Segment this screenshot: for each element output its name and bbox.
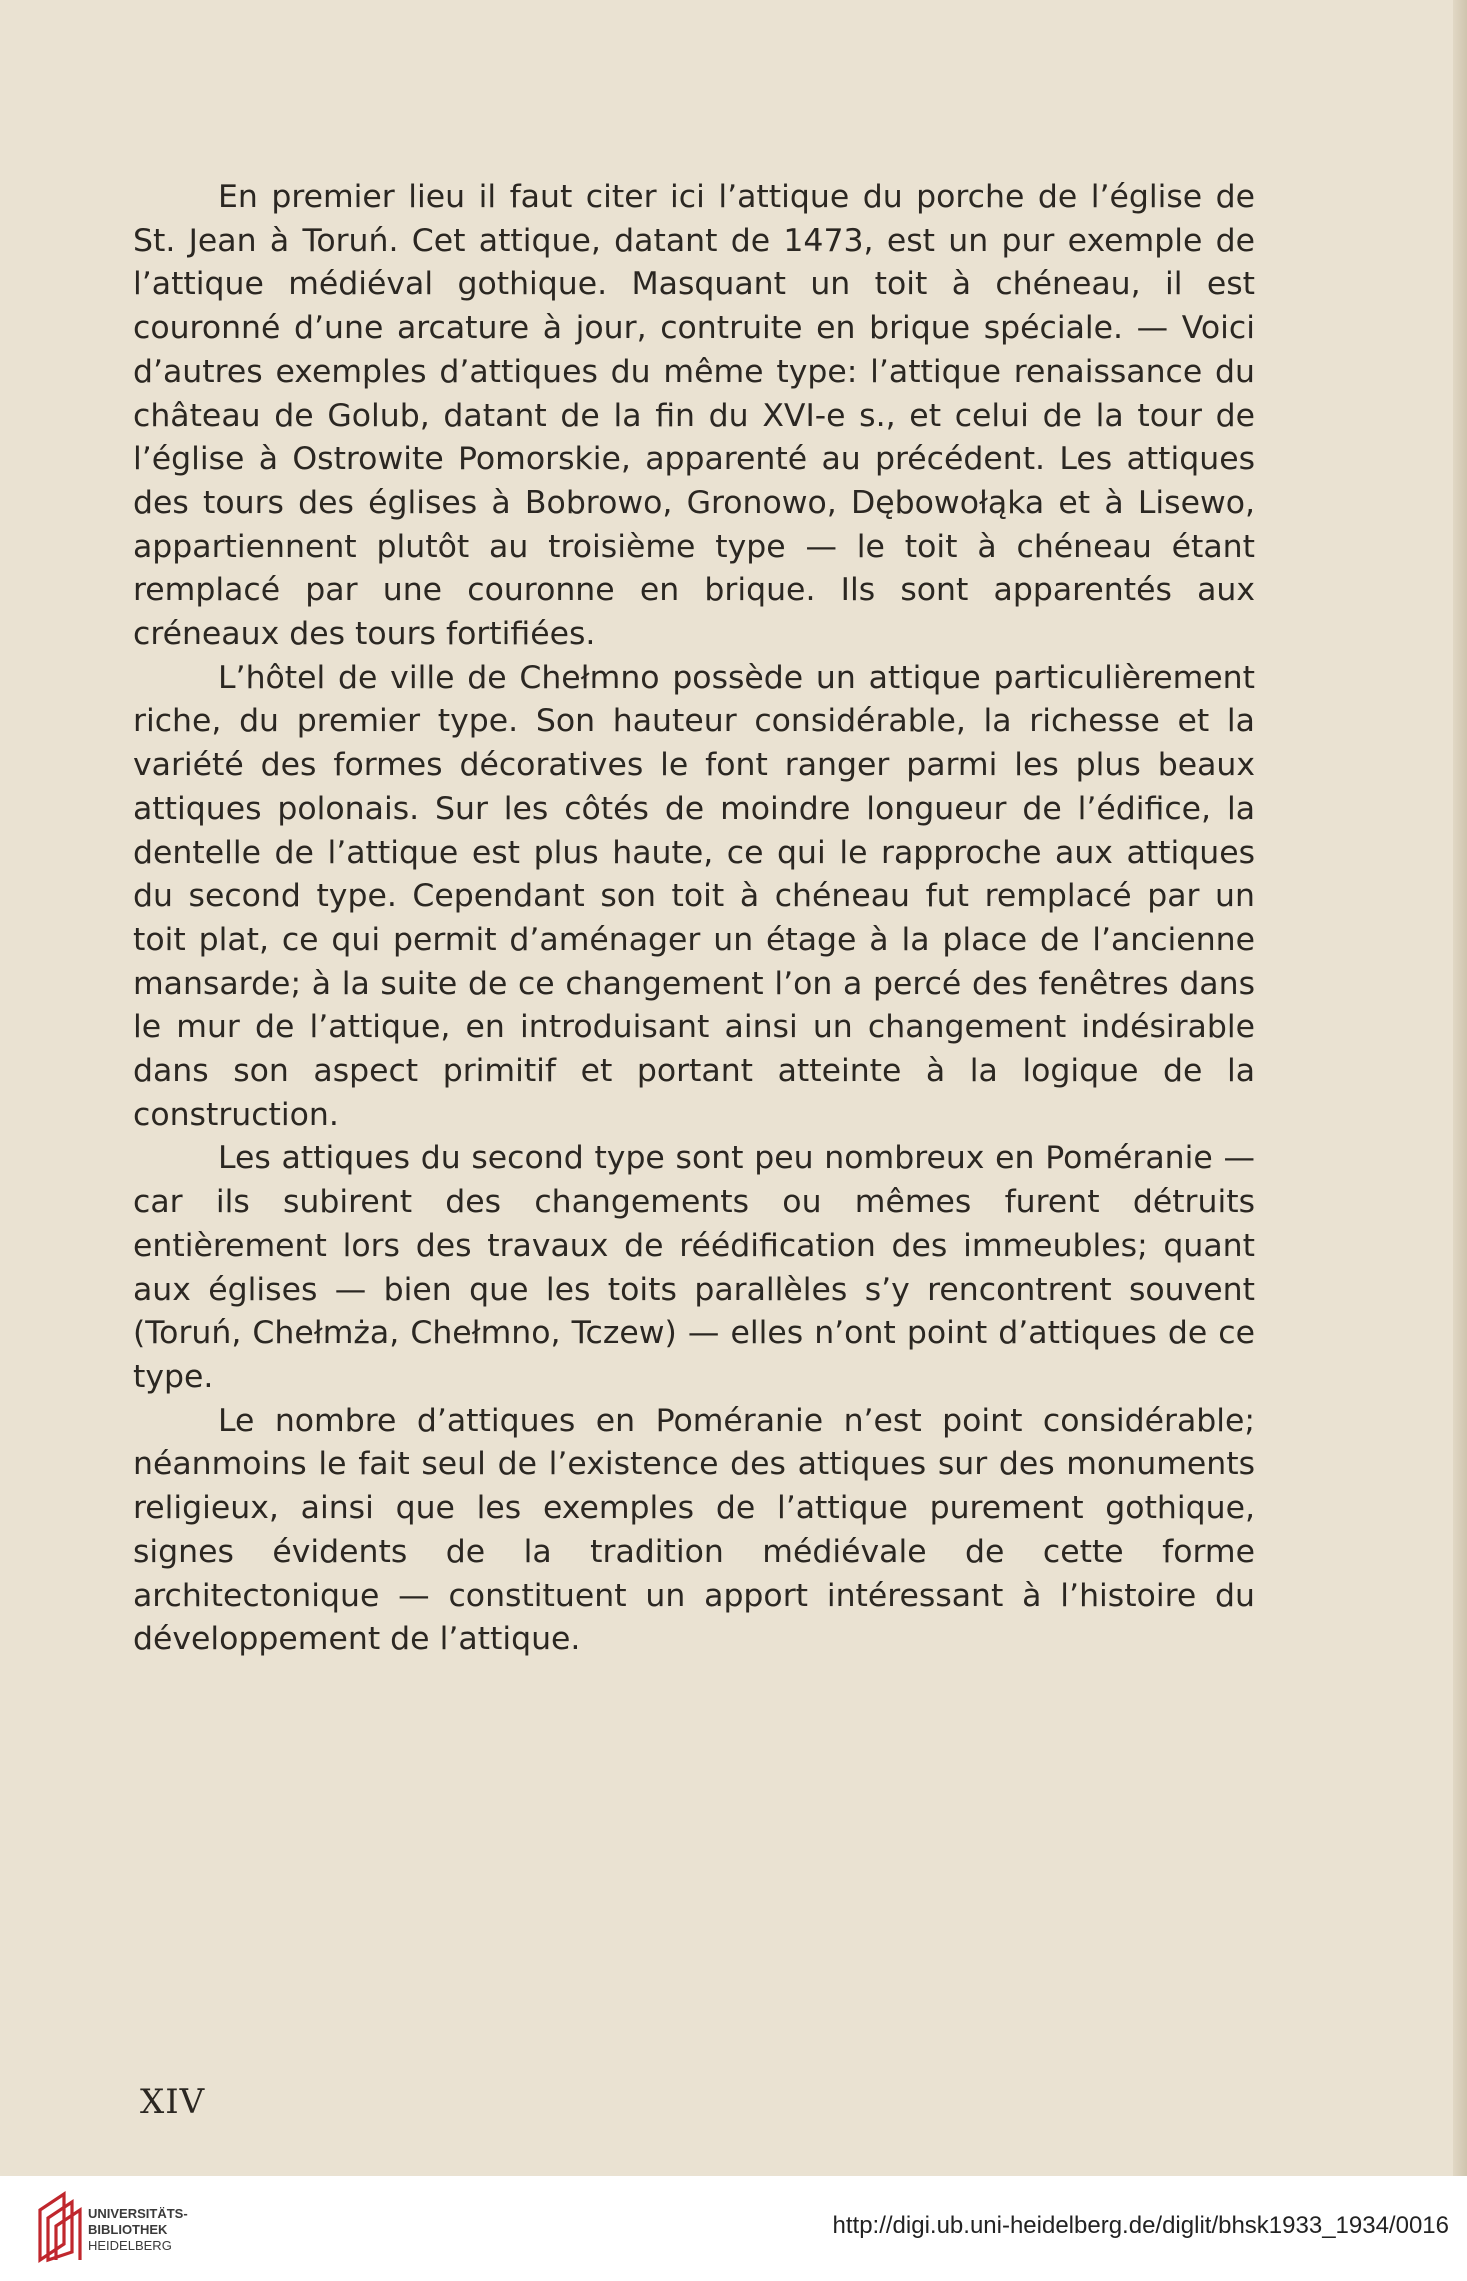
source-url-link[interactable]: http://digi.ub.uni-heidelberg.de/diglit/bhsk1933_1934/0016 (832, 2212, 1449, 2239)
paragraph-4: Le nombre d’attiques en Poméranie n’est point considérable; néanmoins le fait seul de l’existence des attiques sur des monuments religieux, ainsi que les exemples de l’attique purement gothique, signes évidents de la tradition médiévale de cette forme architectonique — constituent un apport intéressant à l’histoire du développement de l’attique. (133, 1402, 1255, 1658)
paragraph-2: L’hôtel de ville de Chełmno possède un attique particulièrement riche, du premier type. Son hauteur considérable, la richesse et la variété des formes décoratives le font ranger parmi les plus beaux attiques polonais. Sur les côtés de moindre longueur de l’édifice, la dentelle de l’attique est plus haute, ce qui le rapproche aux attiques du second type. Cependant son toit à chéneau fut remplacé par un toit plat, ce qui permit d’aménager un étage à la place de l’ancienne mansarde; à la suite de ce changement l’on a percé des fenêtres dans le mur de l’attique, en introduisant ainsi un changement indésirable dans son aspect primitif et portant atteinte à la logique de la construction. (133, 659, 1255, 1133)
library-name (88, 2206, 188, 2254)
digitization-footer (0, 2176, 1467, 2281)
library-name-line2: BIBLIOTHEK (88, 2222, 168, 2237)
paragraph-1: En premier lieu il faut citer ici l’attique du porche de l’église de St. Jean à Toruń. Cet attique, datant de 1473, est un pur exemple de l’attique médiéval gothique. Masquant un toit à chéneau, il est couronné d’une arcature à jour, contruite en brique spéciale. — Voici d’autres exemples d’attiques du même type: l’attique renaissance du château de Golub, datant de la fin du XVI-e s., et celui de la tour de l’église à Ostrowite Pomorskie, apparenté au précédent. Les attiques des tours des églises à Bobrowo, Gronowo, Dębowołąka et à Lisewo, appartiennent plutôt au troisième type — le toit à chéneau étant remplacé par une couronne en brique. Ils sont apparentés aux créneaux des tours fortifiées. (133, 179, 1255, 653)
library-name-line1: UNIVERSITÄTS- (88, 2206, 188, 2221)
body-text (133, 176, 1255, 1662)
page-number: XIV (140, 2082, 206, 2122)
library-logo-icon (34, 2190, 84, 2264)
page-edge-shadow (1453, 0, 1467, 2176)
library-name-line3: HEIDELBERG (88, 2238, 172, 2253)
paragraph-3: Les attiques du second type sont peu nombreux en Poméranie — car ils subirent des changements ou mêmes furent détruits entièrement lors des travaux de réédification des immeubles; quant aux églises — bien que les toits parallèles s’y rencontrent souvent (Toruń, Chełmża, Chełmno, Tczew) — elles n’ont point d’attiques de ce type. (133, 1140, 1255, 1395)
